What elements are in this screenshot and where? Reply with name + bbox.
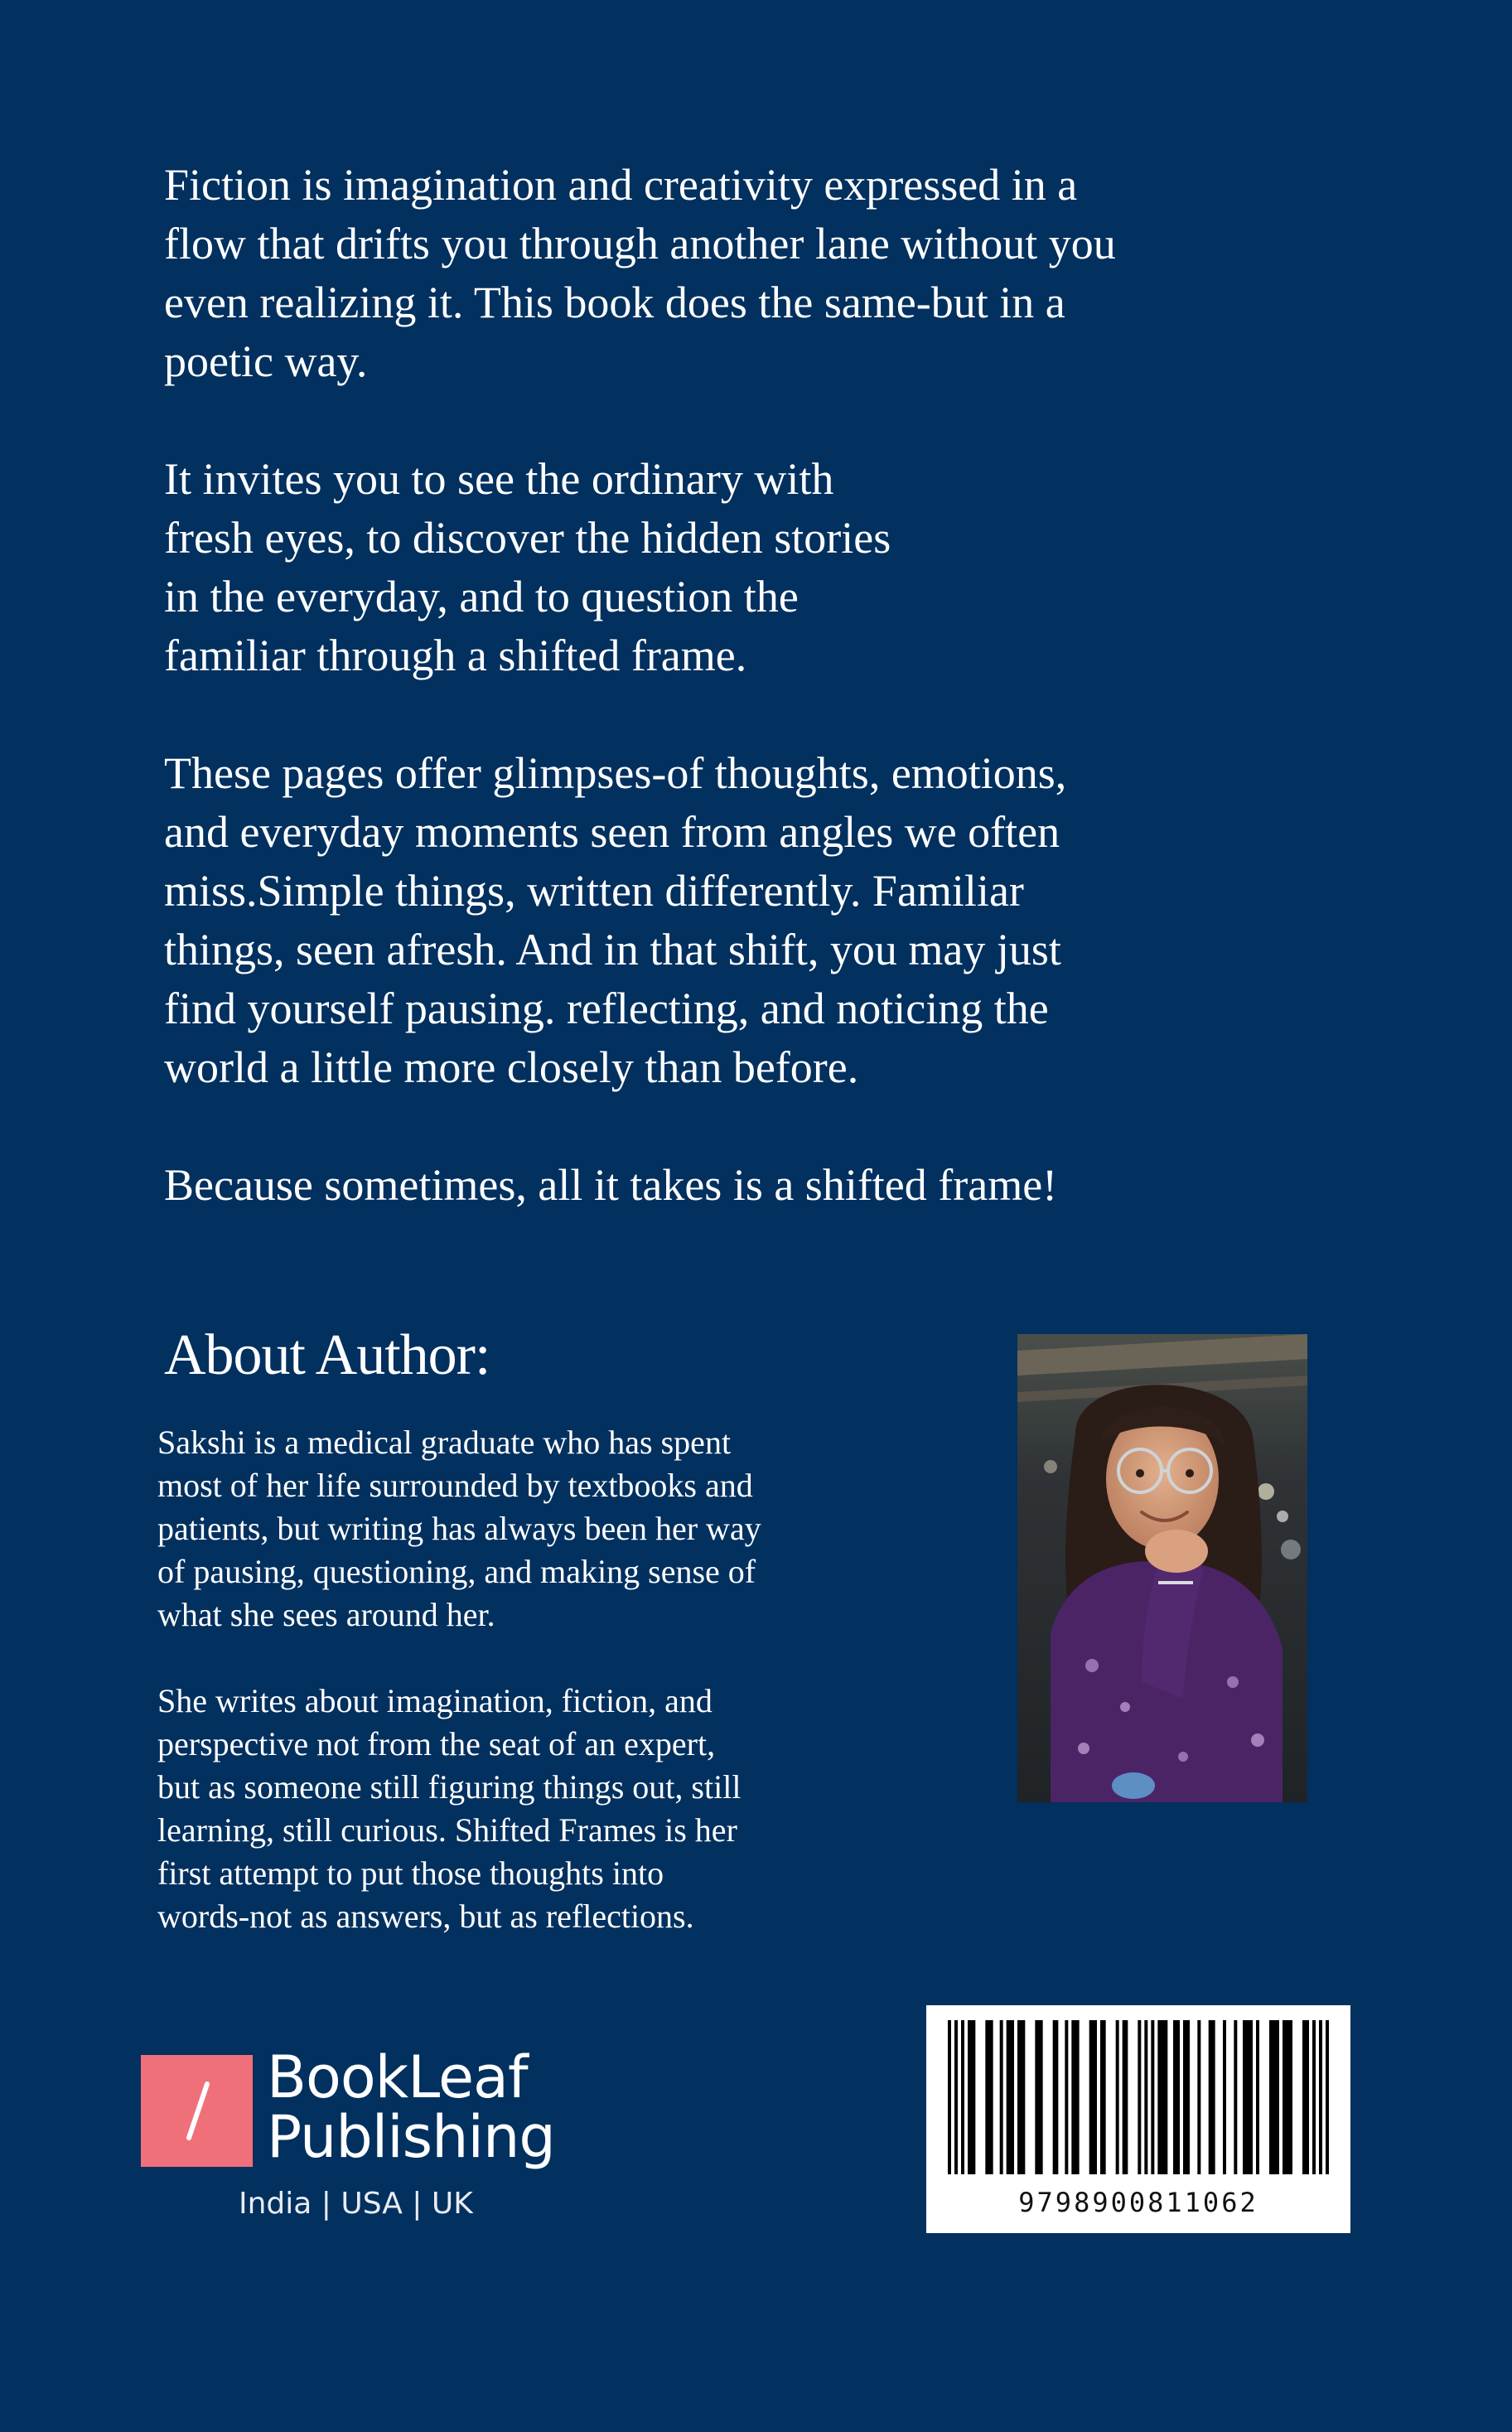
barcode-bar (1269, 2020, 1279, 2174)
author-bio (157, 1421, 969, 1938)
barcode-number: 9798900811062 (1018, 2187, 1258, 2218)
barcode-bar (1183, 2020, 1190, 2174)
barcode-bar (1071, 2020, 1079, 2174)
barcode-bar (1302, 2020, 1309, 2174)
barcode-bar (1326, 2020, 1329, 2174)
publisher-regions: India | USA | UK (239, 2187, 473, 2221)
barcode-bar (1151, 2020, 1154, 2174)
barcode-bar (961, 2020, 964, 2174)
barcode-bar (1116, 2020, 1119, 2174)
barcode-bars-icon (926, 2005, 1350, 2179)
barcode-bar (968, 2020, 975, 2174)
publisher-name-line1: BookLeaf (267, 2043, 528, 2111)
barcode-bar (985, 2020, 993, 2174)
author-photo (1017, 1334, 1307, 1802)
barcode-bar (1053, 2020, 1059, 2174)
bio-paragraph-2: She writes about imagination, fiction, and perspective not from the seat of an expert, but as someone still figuring things out, still learning, still curious. Shifted Frames is her first attempt to put those thoughts into words-not as answers, but as reflections. (157, 1682, 742, 1935)
barcode-bar (1100, 2020, 1106, 2174)
slash-icon (141, 2055, 253, 2167)
barcode-bar (1157, 2020, 1167, 2174)
barcode-bar (1089, 2020, 1097, 2174)
barcode-bar (1144, 2020, 1147, 2174)
barcode-bar (948, 2020, 951, 2174)
barcode-bar (1123, 2020, 1128, 2174)
barcode-bar (1138, 2020, 1141, 2174)
barcode-bar (1173, 2020, 1180, 2174)
barcode-bar (1223, 2020, 1226, 2174)
barcode-bar (1065, 2020, 1068, 2174)
barcode-bar (1209, 2020, 1215, 2174)
blurb-paragraph-4: Because sometimes, all it takes is a shifted frame! (164, 1160, 1058, 1210)
barcode-bar (1000, 2020, 1003, 2174)
barcode-bar (1243, 2020, 1253, 2174)
author-photo-illustration (1017, 1334, 1307, 1802)
publisher-logo (141, 2043, 572, 2229)
barcode-bar (1283, 2020, 1292, 2174)
publisher-mark (141, 2055, 253, 2167)
barcode-bar (1312, 2020, 1316, 2174)
barcode (926, 2005, 1350, 2233)
publisher-name-line2: Publishing (267, 2103, 555, 2171)
barcode-bar (1007, 2020, 1014, 2174)
blurb (164, 156, 1423, 1215)
barcode-bar (1197, 2020, 1200, 2174)
barcode-bar (1035, 2020, 1042, 2174)
about-author-heading: About Author: (164, 1323, 490, 1387)
bio-paragraph-1: Sakshi is a medical graduate who has spent most of her life surrounded by textbooks and patients, but writing has always been her way of pausing, questioning, and making sense of what she sees around her. (157, 1424, 761, 1633)
barcode-bar (1256, 2020, 1259, 2174)
barcode-bar (1319, 2020, 1322, 2174)
barcode-bar (1017, 2020, 1025, 2174)
blurb-paragraph-3: These pages offer glimpses-of thoughts, emotions, and everyday moments seen from angles we often miss.Simple things, written differently. Familiar things, seen afresh. And in that shift, you may just find yourself pausing. reflecting, and noticing the world a little more closely than before. (164, 748, 1067, 1092)
barcode-bar (954, 2020, 958, 2174)
blurb-paragraph-2: It invites you to see the ordinary with fresh eyes, to discover the hidden stories in the everyday, and to question the familiar through a shifted frame. (164, 454, 891, 680)
barcode-bar (1234, 2020, 1237, 2174)
blurb-paragraph-1: Fiction is imagination and creativity expressed in a flow that drifts you through another lane without you even realizing it. This book does the same-but in a poetic way. (164, 160, 1116, 386)
